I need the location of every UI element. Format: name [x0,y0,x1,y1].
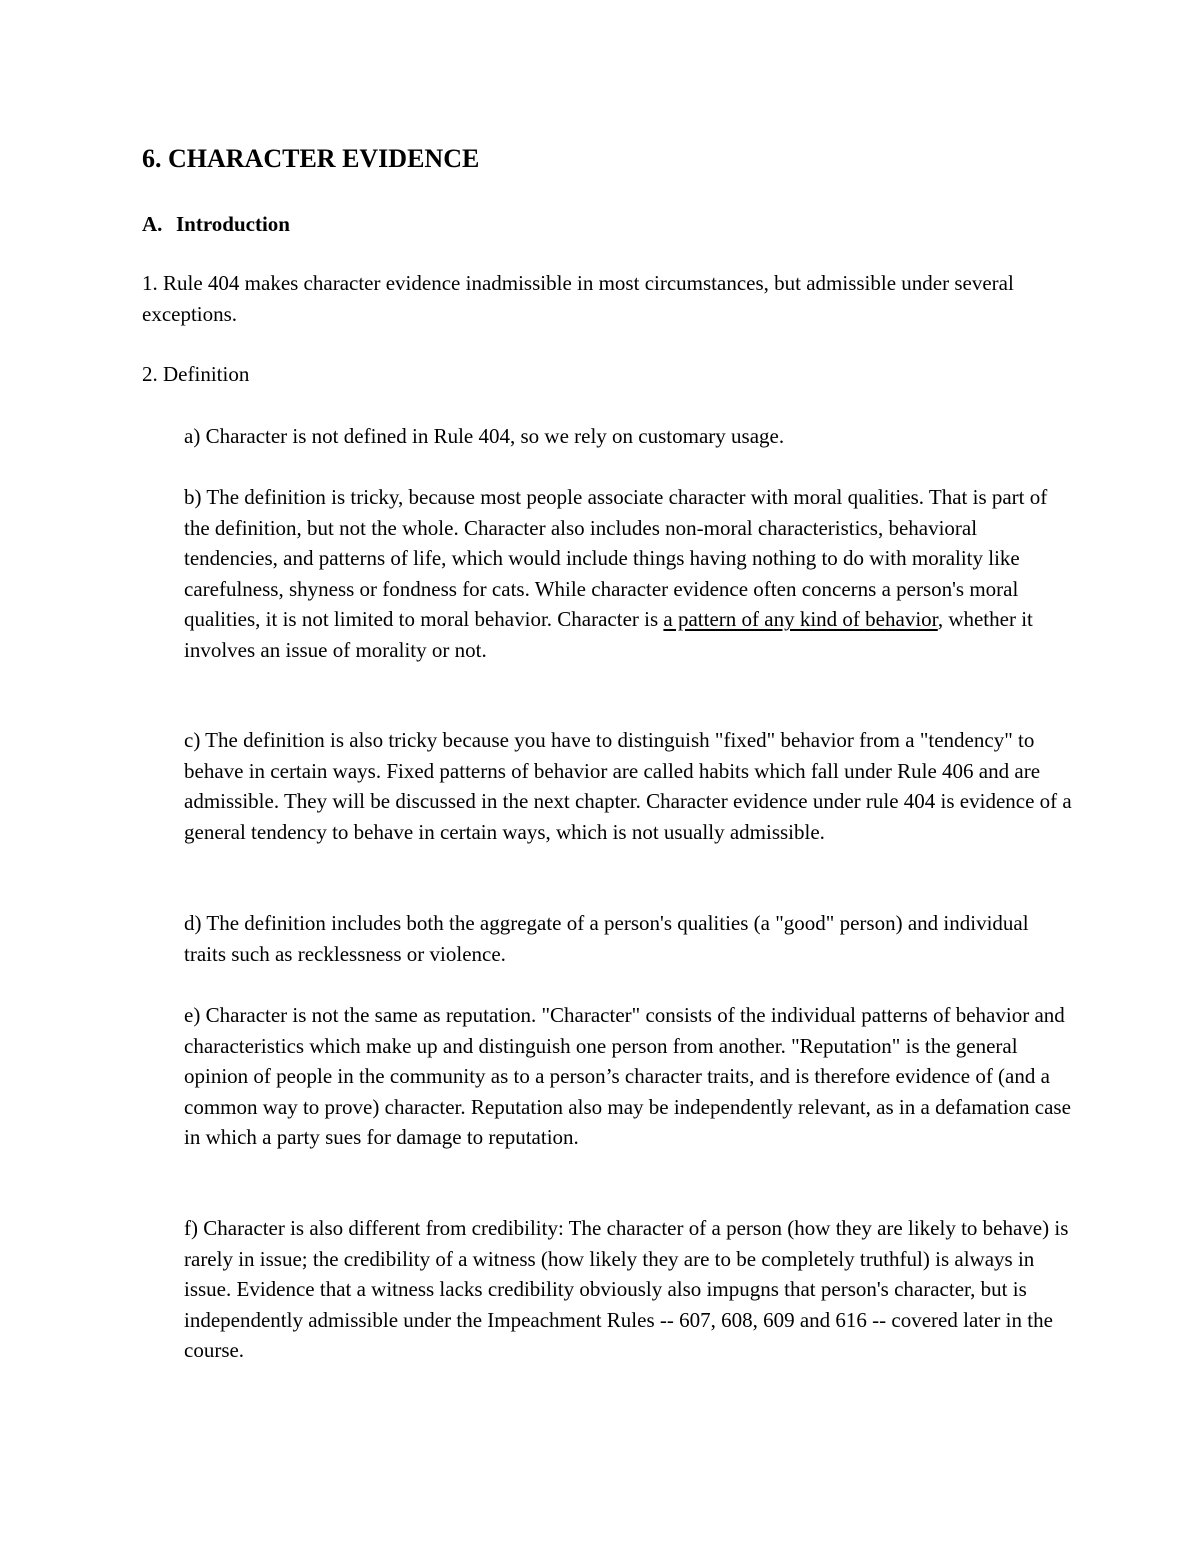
paragraph-d: d) The definition includes both the aggregate of a person's qualities (a "good" person) and individual traits such as recklessness or violence. [184,911,1029,966]
paragraph-f: f) Character is also different from credibility: The character of a person (how they are likely to behave) is rarely in issue; the credibility of a witness (how likely they are to be completely truthful) is always in issue. Evidence that a witness lacks credibility obviously also impugns that person's character, but is independently admissible under the Impeachment Rules -- 607, 608, 609 and 616 -- covered later in the course. [184,1216,1069,1363]
paragraph-definition-heading: 2. Definition [142,362,250,386]
paragraph-e: e) Character is not the same as reputation. "Character" consists of the individual patterns of behavior and characteristics which make up and distinguish one person from another. "Reputation" is the general opinion of people in the community as to a person’s character traits, and is therefore evidence of (and a common way to prove) character. Reputation also may be independently relevant, as in a defamation case in which a party sues for damage to reputation. [184,1003,1071,1150]
paragraph-rule-404: 1. Rule 404 makes character evidence inadmissible in most circumstances, but admissible under several exceptions. [142,271,1014,326]
chapter-title: 6. CHARACTER EVIDENCE [142,144,480,173]
section-letter: A. [142,212,163,236]
section-heading [142,210,290,238]
paragraph-b [184,482,1072,666]
section-title: Introduction [176,212,290,236]
paragraph-b-underlined-phrase: a pattern of any kind of behavior [663,607,938,632]
paragraph-a: a) Character is not defined in Rule 404, so we rely on customary usage. [184,424,785,448]
paragraph-b-text-end: , whether it involves an issue of morality or not. [184,607,1033,662]
paragraph-c: c) The definition is also tricky because you have to distinguish "fixed" behavior from a "tendency" to behave in certain ways. Fixed patterns of behavior are called habits which fall under Rule 406 and are admissible. They will be discussed in the next chapter. Character evidence under rule 404 is evidence of a general tendency to behave in certain ways, which is not usually admissible. [184,728,1072,844]
paragraph-b-text-start: b) The definition is tricky, because most people associate character with moral qualities. That is part of the definition, but not the whole. Character also includes non-moral characteristics, behavioral tendencies, and patterns of life, which would include things having nothing to do with morality like carefulness, shyness or fondness for cats. While character evidence often concerns a person's moral qualities, it is not limited to moral behavior. Character is [184,485,1048,632]
